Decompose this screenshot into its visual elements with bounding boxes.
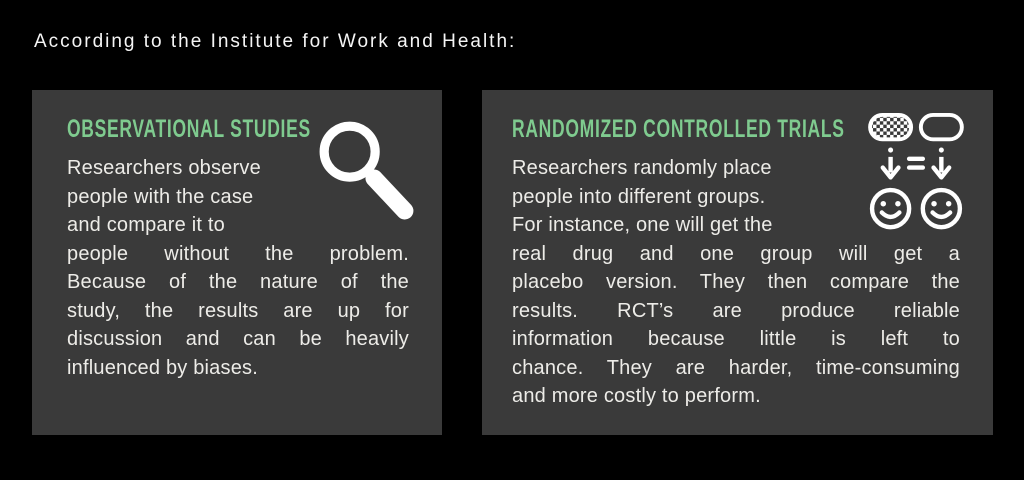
body-text-line: Researchers observe: [67, 157, 261, 179]
body-text-line: people with the case: [67, 185, 254, 208]
observational-studies-card: [32, 90, 442, 435]
page-title: According to the Institute for Work and Health:: [34, 31, 517, 52]
body-text-line: influenced by biases.: [67, 356, 258, 379]
body-text-line: real drug and one group will get a: [512, 242, 960, 265]
card-title-observational-studies: OBSERVATIONAL STUDIES: [67, 115, 311, 143]
body-text-line: and more costly to perform.: [512, 385, 761, 407]
randomized-controlled-trials-card: [482, 90, 993, 435]
body-text-line: results. RCT’s are produce reliable: [512, 299, 960, 322]
body-text-line: placebo version. They then compare the: [512, 271, 960, 293]
body-text-line: For instance, one will get the: [512, 214, 773, 236]
body-text-line: Researchers randomly place: [512, 157, 772, 179]
magnifying-glass-icon: [316, 118, 418, 220]
body-text-line: chance. They are harder, time-consuming: [512, 356, 960, 379]
card-title-randomized-controlled-trials: RANDOMIZED CONTROLLED TRIALS: [512, 115, 845, 143]
body-text-line: discussion and can be heavily: [67, 328, 409, 350]
body-text-line: Because of the nature of the: [67, 271, 409, 293]
body-text-line: people into different groups.: [512, 185, 766, 208]
body-text-line: and compare it to: [67, 214, 225, 236]
body-text-line: people without the problem.: [67, 242, 409, 265]
body-text-line: information because little is left to: [512, 328, 960, 350]
body-text-line: study, the results are up for: [67, 299, 409, 322]
drug-vs-placebo-comparison-icon: [865, 111, 965, 233]
